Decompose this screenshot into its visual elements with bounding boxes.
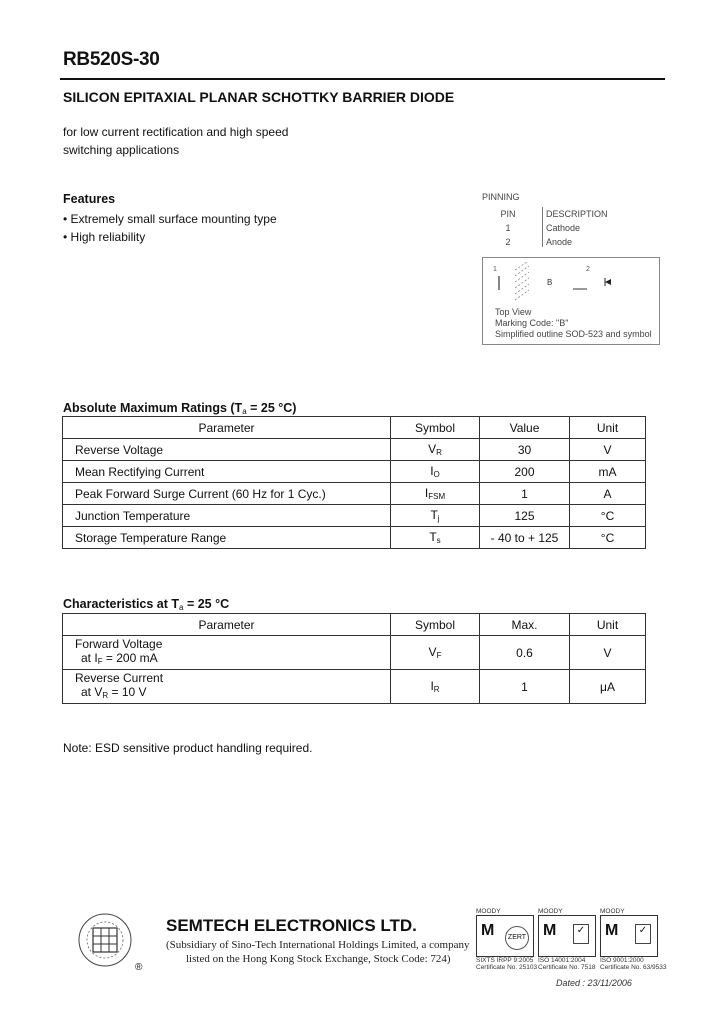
esd-note: Note: ESD sensitive product handling required.: [63, 741, 313, 755]
abs-max-heading: Absolute Maximum Ratings ($T_a = 25$ °C): [63, 401, 297, 416]
abs-max-table: [62, 416, 646, 549]
param-cell: Mean Rectifying Current: [63, 461, 391, 483]
symbol-cell: $T_j$: [391, 505, 480, 527]
package-caption-line: Simplified outline SOD-523 and symbol: [495, 329, 652, 339]
col-header: Value: [480, 417, 570, 439]
symbol-cell: $I_{FSM}$: [391, 483, 480, 505]
col-header: Max.: [480, 614, 570, 636]
col-header: Parameter: [63, 417, 391, 439]
symbol-cell: $I_R$: [391, 670, 480, 704]
unit-cell: V: [570, 439, 646, 461]
package-caption: [495, 307, 652, 340]
table-row: [63, 670, 646, 704]
features-heading: Features: [63, 192, 116, 206]
registered-mark: ®: [135, 962, 143, 973]
package-marking: B: [547, 278, 553, 287]
value-cell: 0.6: [480, 636, 570, 670]
col-header: Parameter: [63, 614, 391, 636]
characteristics-table: [62, 613, 646, 704]
sod523-package-drawing: [483, 258, 659, 308]
col-header: Symbol: [391, 614, 480, 636]
unit-cell: V: [570, 636, 646, 670]
diode-symbol-icon: [605, 279, 611, 285]
table-row: [63, 527, 646, 549]
value-cell: 125: [480, 505, 570, 527]
intro-text: [63, 123, 288, 159]
package-caption-line: Top View: [495, 307, 532, 317]
table-row: [63, 483, 646, 505]
value-cell: 1: [480, 670, 570, 704]
param-cell: Reverse Voltage: [63, 439, 391, 461]
table-row: [63, 505, 646, 527]
symbol-cell: $I_O$: [391, 461, 480, 483]
package-pin2-label: 2: [586, 266, 590, 273]
unit-cell: °C: [570, 505, 646, 527]
product-subtitle: SILICON EPITAXIAL PLANAR SCHOTTKY BARRIER DIODE: [63, 89, 455, 105]
feature-item: • Extremely small surface mounting type: [63, 212, 277, 226]
pinning-table: [482, 207, 608, 249]
symbol-cell: $V_F$: [391, 636, 480, 670]
cert-badge: MOODY M ✓ ISO 9001:2000 Certificate No. 63/9533: [600, 908, 667, 971]
dated-stamp: Dated : 23/11/2006: [556, 978, 632, 988]
intro-line: switching applications: [63, 143, 180, 157]
value-cell: 200: [480, 461, 570, 483]
unit-cell: μA: [570, 670, 646, 704]
pinning-desc: Cathode: [546, 223, 581, 233]
pinning-pin: 1: [505, 223, 511, 233]
param-cell: Storage Temperature Range: [63, 527, 391, 549]
package-caption-line: Marking Code: "B": [495, 318, 569, 328]
part-number-title: RB520S-30: [63, 49, 160, 70]
table-row: [63, 439, 646, 461]
pinning-desc: Anode: [546, 237, 573, 247]
company-name: SEMTECH ELECTRONICS LTD.: [166, 916, 417, 935]
unit-cell: mA: [570, 461, 646, 483]
value-cell: 1: [480, 483, 570, 505]
param-cell: Forward Voltage at $I_F = 200$ mA: [63, 636, 391, 670]
col-header: Unit: [570, 417, 646, 439]
symbol-cell: $V_R$: [391, 439, 480, 461]
features-list: [63, 210, 277, 246]
value-cell: 30: [480, 439, 570, 461]
intro-line: for low current rectification and high speed: [63, 125, 289, 139]
pinning-pin: 2: [505, 237, 511, 247]
symbol-cell: $T_s$: [391, 527, 480, 549]
table-header-row: [63, 614, 646, 636]
package-pin1-label: 1: [493, 266, 497, 273]
characteristics-heading: Characteristics at $T_a = 25$ °C: [63, 597, 230, 612]
table-row: [63, 636, 646, 670]
param-cell: Junction Temperature: [63, 505, 391, 527]
col-header: Unit: [570, 614, 646, 636]
pinning-heading: PINNING: [482, 192, 520, 202]
package-body-hatch: [515, 262, 529, 300]
table-header-row: [63, 417, 646, 439]
col-header: Symbol: [391, 417, 480, 439]
cert-badge: MOODY M ✓ ISO 14001:2004 Certificate No. 7518: [538, 908, 596, 971]
checkmark-icon: ✓: [573, 924, 589, 944]
cert-badge: MOODY M ZERT SIXTS IRPP 9:2005 Certificate No. 25103: [476, 908, 538, 971]
unit-cell: A: [570, 483, 646, 505]
param-cell: Peak Forward Surge Current (60 Hz for 1 Cyc.): [63, 483, 391, 505]
title-rule: [60, 78, 665, 80]
param-cell: Reverse Current at $V_R = 10$ V: [63, 670, 391, 704]
unit-cell: °C: [570, 527, 646, 549]
pinning-col-desc: DESCRIPTION: [546, 209, 608, 219]
checkmark-icon: ✓: [635, 924, 651, 944]
feature-item: • High reliability: [63, 230, 146, 244]
value-cell: - 40 to + 125: [480, 527, 570, 549]
pinning-col-pin: PIN: [500, 209, 516, 219]
table-row: [63, 461, 646, 483]
company-subsidiary-note: (Subsidiary of Sino-Tech International Holdings Limited, a company listed on the Hong Kong Stock Exchange, Stock Code: 724): [166, 939, 470, 965]
semtech-logo-icon: [76, 910, 134, 970]
